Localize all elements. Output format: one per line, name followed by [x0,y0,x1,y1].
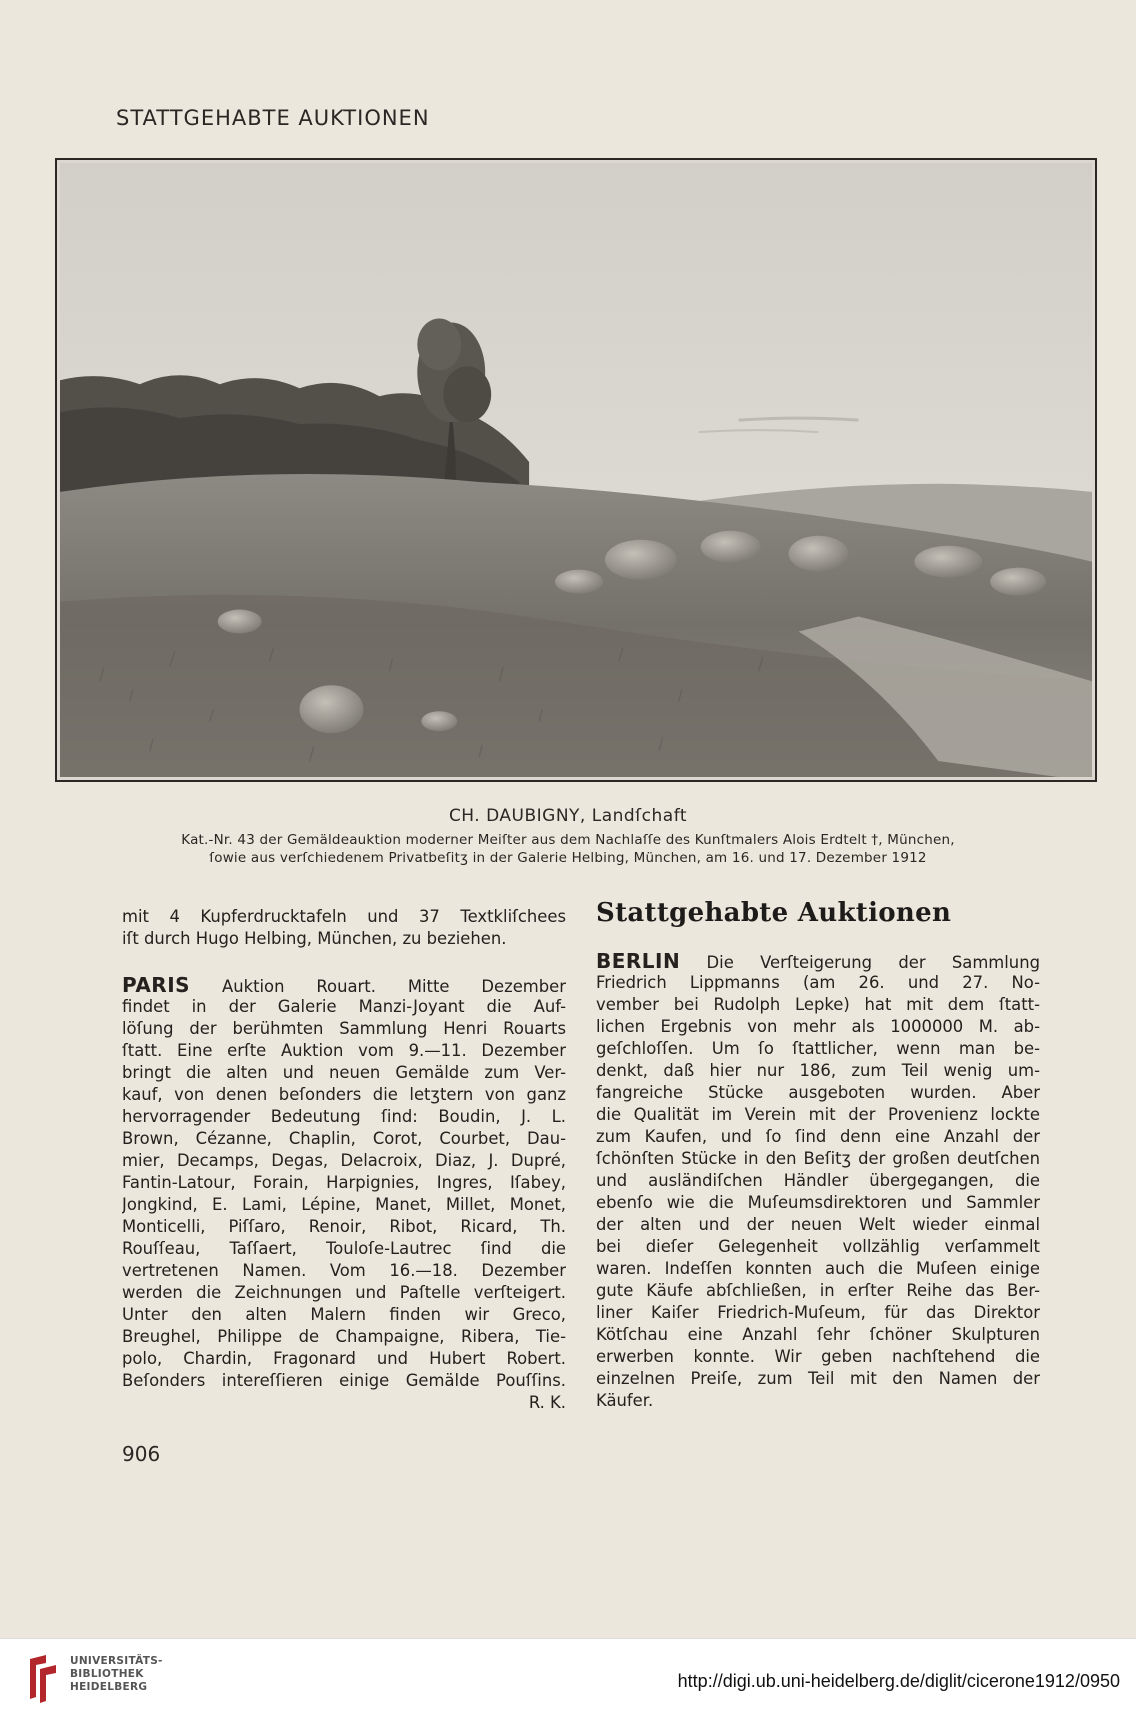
paris-lead-word: PARIS [122,974,191,996]
text-line: bringt die alten und neuen Gemälde zum Ver- [122,1063,566,1082]
text-line: Rouſſeau, Taſſaert, Touloſe-Lautrec ſind die [122,1239,566,1258]
text-line: Fantin-Latour, Forain, Harpignies, Ingres, Iſabey, [122,1173,566,1192]
text-line: Breughel, Philippe de Champaigne, Ribera, Tie- [122,1327,566,1346]
source-url-link[interactable]: http://digi.ub.uni-heidelberg.de/diglit/cicerone1912/0950 [677,1671,1120,1691]
logo-line: UNIVERSITÄTS- [70,1655,163,1667]
text-line: ſchönſten Stücke in den Beſitʒ der großen deutſchen [596,1149,1040,1168]
text-line: Kötſchau eine Anzahl ſehr ſchöner Skulpturen [596,1325,1040,1344]
text-line: löſung der berühmten Sammlung Henri Rouarts [122,1019,566,1038]
text-line: waren. Indeſſen konnten auch die Muſeen einige [596,1259,1040,1278]
logo-line: HEIDELBERG [70,1681,148,1693]
text-line: Unter den alten Malern finden wir Greco, [122,1305,566,1324]
text-line: Käufer. [596,1391,654,1410]
text-line: ſtatt. Eine erſte Auktion vom 9.—11. Dezember [122,1041,566,1060]
text-line: kauf, von denen beſonders die letʒtern von ganz [122,1085,566,1104]
text-span: Die Verſteigerung der Sammlung [706,953,1040,972]
text-line: Jongkind, E. Lami, Lépine, Manet, Millet, Monet, [122,1195,566,1214]
plate-caption-title: CH. DAUBIGNY, Landſchaft [448,806,688,826]
text-line: einzelnen Preiſe, zum Teil mit den Namen der [596,1369,1040,1388]
text-line: gute Käufe abſchließen, in erſter Reihe das Ber- [596,1281,1040,1300]
signature: R. K. [528,1393,566,1412]
text-line: liner Kaiſer Friedrich-Muſeum, für das Direktor [596,1303,1040,1322]
landscape-plate [55,158,1097,782]
text-line: erwerben konnte. Wir geben nachſtehend die [596,1347,1040,1366]
text-line: mier, Decamps, Degas, Delacroix, Diaz, J. Dupré, [122,1151,566,1170]
text-line: zum Kaufen, und ſo ſind denn eine Anzahl der [596,1127,1040,1146]
text-line: ebenſo wie die Muſeumsdirektoren und Sammler [596,1193,1040,1212]
viewer-footer [0,1638,1136,1721]
text-line: Monticelli, Piſſaro, Renoir, Ribot, Ricard, Th. [122,1217,566,1236]
page-number: 906 [122,1442,161,1466]
text-line: fangreiche Stücke ausgeboten wurden. Aber [596,1083,1040,1102]
text-line: und ausländiſchen Händler übergegangen, die [596,1171,1040,1190]
left-column [122,906,566,1414]
plate-caption-line-2: ſowie aus verſchiedenem Privatbeſitʒ in der Galerie Helbing, München, am 16. und 17. Dezember 1912 [209,850,927,866]
berlin-first-line [596,950,1040,972]
university-library-logo-icon [24,1653,64,1705]
text-line: polo, Chardin, Fragonard und Hubert Robert. [122,1349,566,1368]
logo-line: BIBLIOTHEK [70,1668,144,1680]
text-line: Friedrich Lippmanns (am 26. und 27. No- [596,973,1040,992]
text-line: Brown, Cézanne, Chaplin, Corot, Courbet, Dau- [122,1129,566,1148]
text-line: bei dieſer Gelegenheit vollzählig verſammelt [596,1237,1040,1256]
plate-caption-line-1: Kat.-Nr. 43 der Gemäldeauktion moderner Meiſter aus dem Nachlaſſe des Kunſtmalers Alois Erdtelt †, München, [181,832,955,848]
text-line: denkt, daß hier nur 186, zum Teil wenig um- [596,1061,1040,1080]
text-line: die Qualität im Verein mit der Provenienz lockte [596,1105,1040,1124]
text-line: werden die Zeichnungen und Paſtelle verſteigert. [122,1283,566,1302]
paris-first-line [122,974,566,996]
text-line: findet in der Galerie Manzi-Joyant die Auf- [122,997,566,1016]
right-column [596,950,1040,1412]
text-line: mit 4 Kupferdrucktafeln und 37 Textkliſchees [122,907,566,926]
section-heading: Stattgehabte Auktionen [596,898,952,928]
text-line: iſt durch Hugo Helbing, München, zu beziehen. [122,929,507,948]
running-head: STATTGEHABTE AUKTIONEN [116,106,430,130]
text-span: Auktion Rouart. Mitte Dezember [221,977,566,996]
text-line: lichen Ergebnis von mehr als 1000000 M. ab- [596,1017,1040,1036]
text-line: der alten und der neuen Welt wieder einmal [596,1215,1040,1234]
text-line: geſchloſſen. Um ſo ſtattlicher, wenn man be- [596,1039,1040,1058]
landscape-painting-image [60,163,1092,777]
text-line: hervorragender Bedeutung ſind: Boudin, J. L. [122,1107,566,1126]
text-line: vertretenen Namen. Vom 16.—18. Dezember [122,1261,566,1280]
logo-text [70,1655,163,1694]
text-line: vember bei Rudolph Lepke) hat mit dem ſtatt- [596,995,1040,1014]
berlin-lead-word: BERLIN [596,950,681,972]
text-line: Beſonders intereſſieren einige Gemälde Pouſſins. [122,1371,566,1390]
